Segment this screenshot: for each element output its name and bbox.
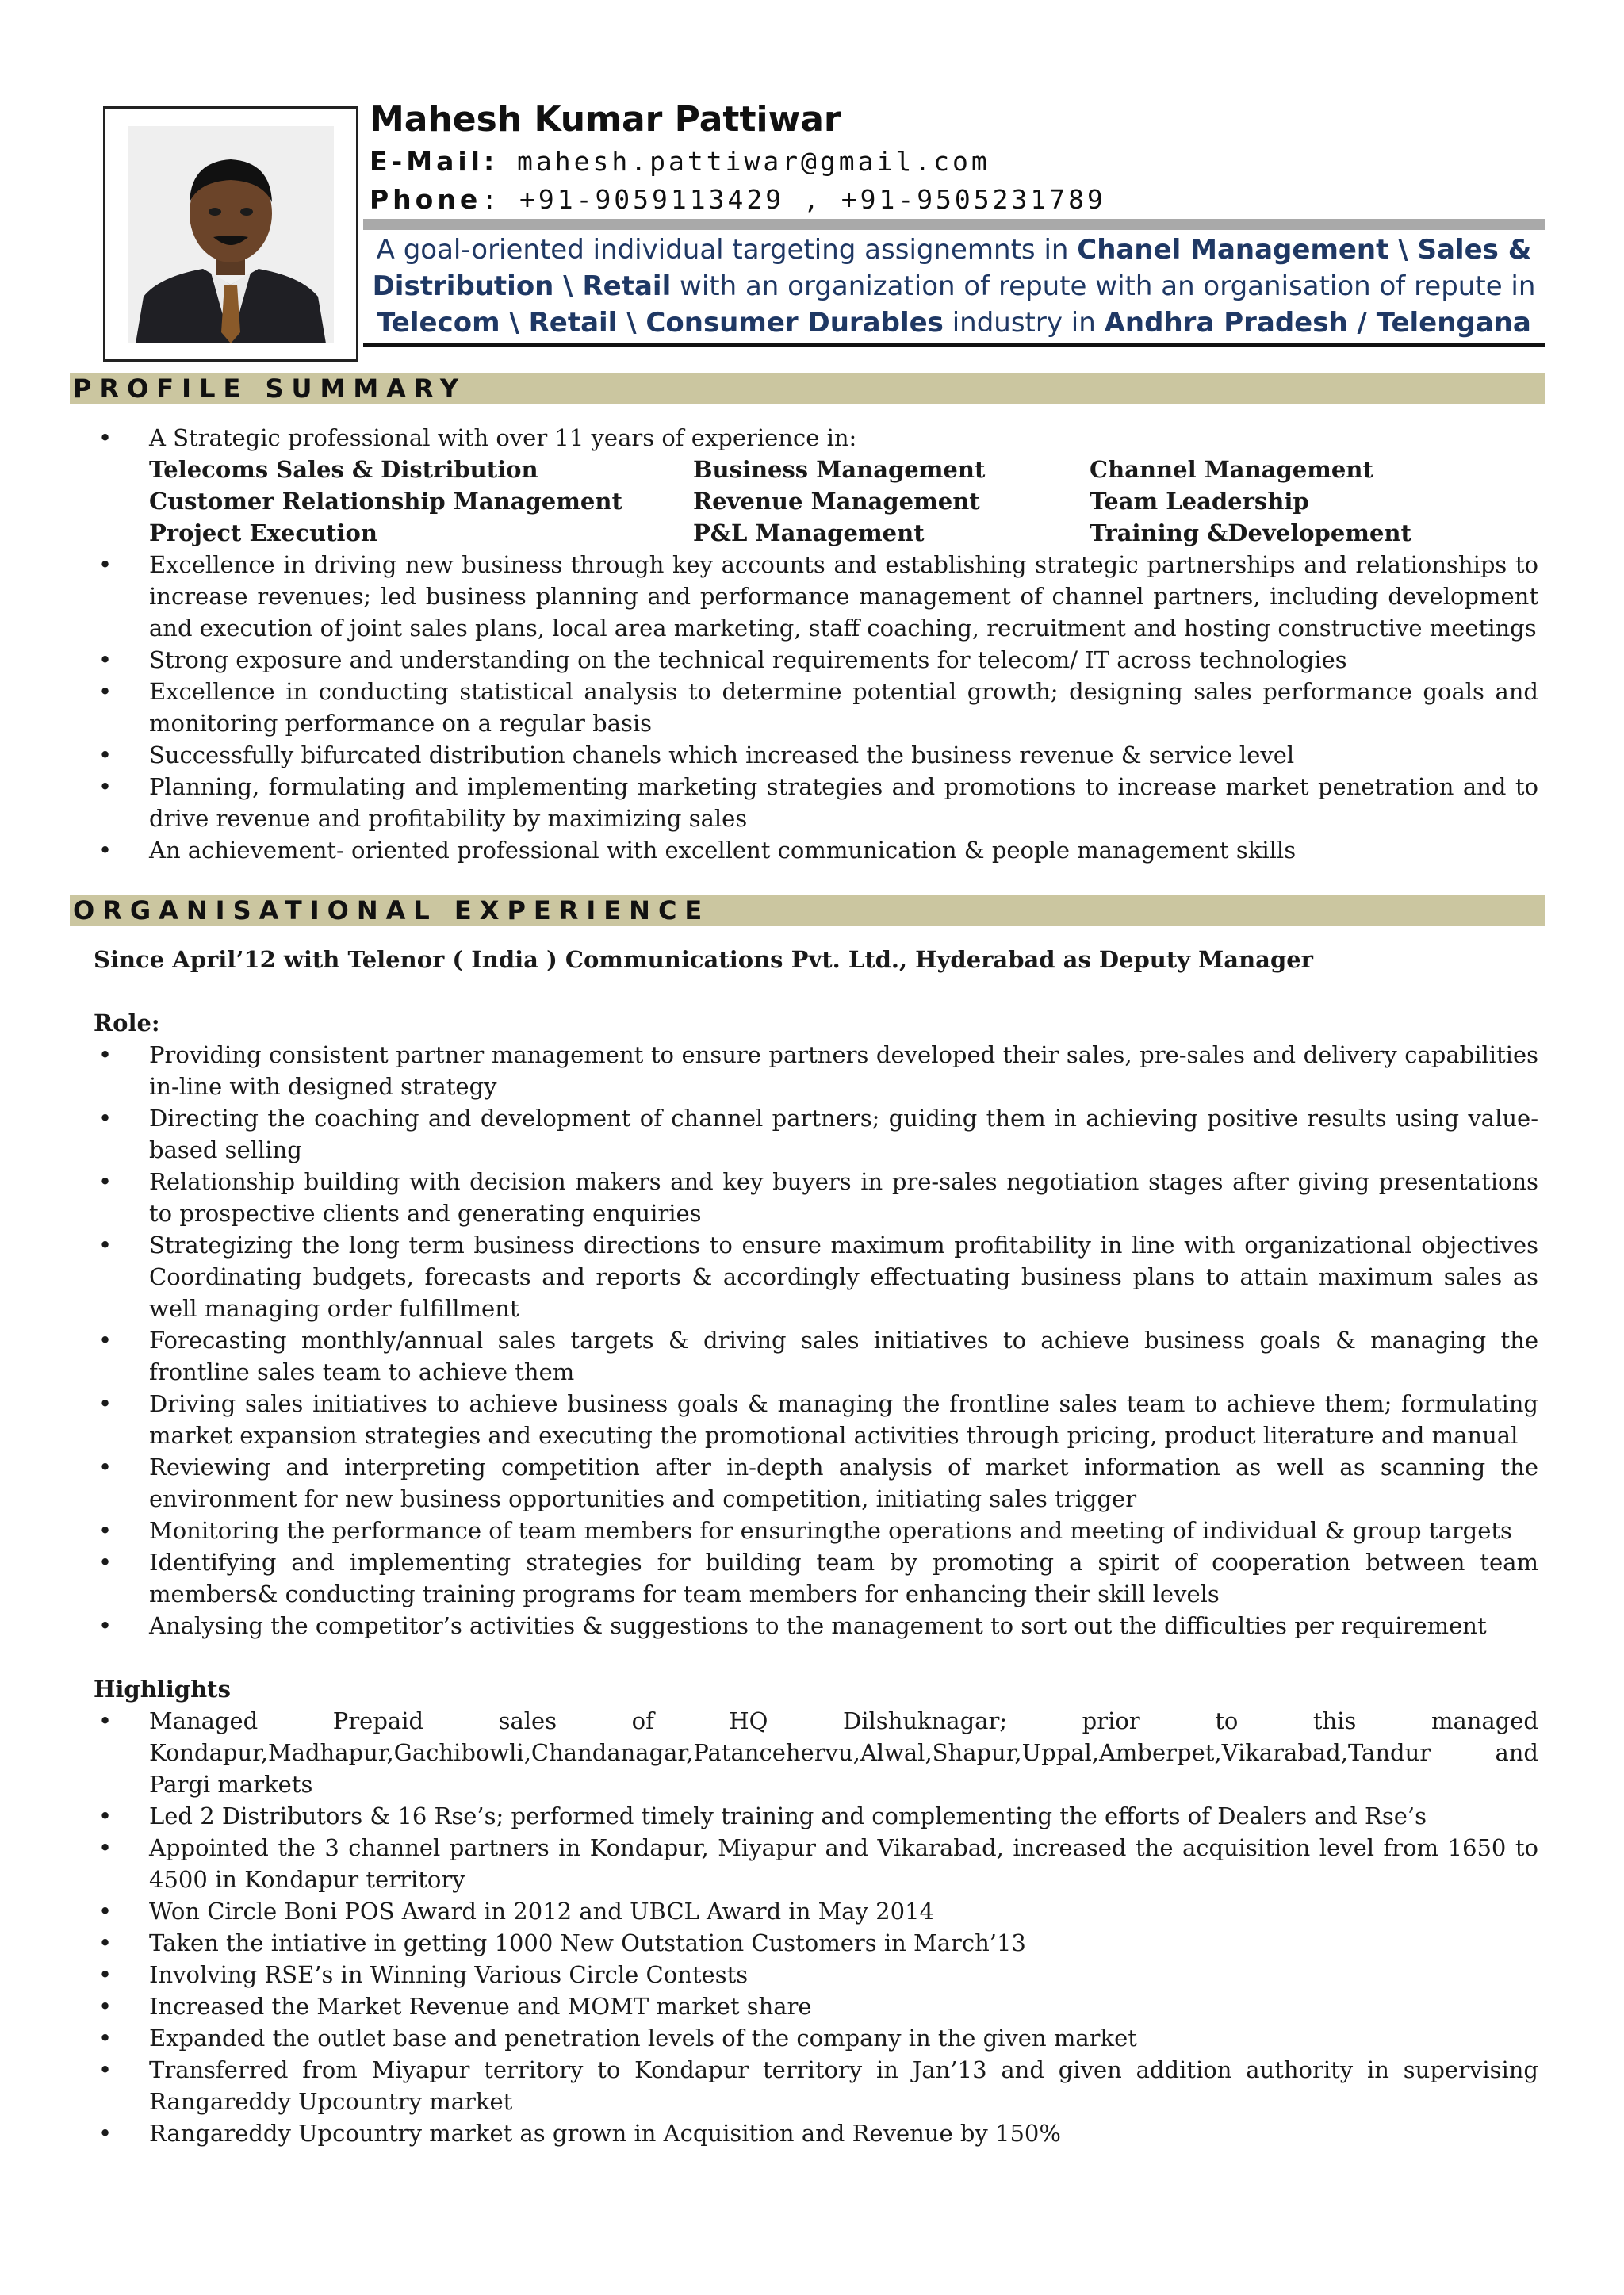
company-line: Since April’12 with Telenor ( India ) Communications Pvt. Ltd., Hyderabad as Deputy Manager (94, 946, 1313, 973)
list-item: • An achievement- oriented professional with excellent communication & people management skills (94, 834, 1538, 866)
list-item: • Expanded the outlet base and penetration levels of the company in the given market (94, 2022, 1538, 2054)
list-item: • Appointed the 3 channel partners in Kondapur, Miyapur and Vikarabad, increased the acquisition level from 1650 to 4500 in Kondapur territory (94, 1832, 1538, 1895)
list-item: • Forecasting monthly/annual sales targets & driving sales initiatives to achieve business goals & managing the frontline sales team to achieve them (94, 1324, 1538, 1388)
header-black-divider (363, 343, 1545, 347)
header (370, 97, 1543, 219)
list-item: • Successfully bifurcated distribution chanels which increased the business revenue & service level (94, 739, 1538, 771)
skill-item: Customer Relationship Management (149, 488, 622, 515)
skill-item: Channel Management (1090, 456, 1373, 483)
role-list (94, 1039, 1538, 1642)
list-item: • Excellence in conducting statistical analysis to determine potential growth; designing sales performance goals and monitoring performance on a regular basis (94, 676, 1538, 739)
list-item: • Taken the intiative in getting 1000 New Outstation Customers in March’13 (94, 1927, 1538, 1959)
skill-item: P&L Management (693, 519, 925, 546)
skill-item: Telecoms Sales & Distribution (149, 456, 538, 483)
list-item: • Strong exposure and understanding on the technical requirements for telecom/ IT across technologies (94, 644, 1538, 676)
header-gray-divider (363, 219, 1545, 230)
list-item: • Rangareddy Upcountry market as grown in Acquisition and Revenue by 150% (94, 2117, 1538, 2149)
person-photo-icon (128, 126, 334, 343)
profile-photo-frame (103, 106, 358, 362)
list-item: • Reviewing and interpreting competition after in-depth analysis of market information as well as scanning the environment for new business opportunities and competition, initiating sales trigger (94, 1451, 1538, 1515)
email-address[interactable]: mahesh.pattiwar@gmail.com (517, 146, 990, 177)
list-item: • Involving RSE’s in Winning Various Circle Contests (94, 1959, 1538, 1990)
skill-item: Training &Developement (1090, 519, 1411, 546)
career-objective: A goal-oriented individual targeting assignemnts in Chanel Management \ Sales & Distribution \ Retail with an organization of repute with an organisation of repute in Telecom \ Retail \ Consumer Durables industry in Andhra Pradesh / Telengana (372, 234, 1536, 339)
list-item: • Planning, formulating and implementing marketing strategies and promotions to increase market penetration and to drive revenue and profitability by maximizing sales (94, 771, 1538, 834)
list-item: • Identifying and implementing strategies for building team by promoting a spirit of cooperation between team members& conducting training programs for team members for enhancing their skill levels (94, 1546, 1538, 1610)
list-item: • Monitoring the performance of team members for ensuringthe operations and meeting of individual & group targets (94, 1515, 1538, 1546)
email-line (370, 143, 1543, 181)
list-item (94, 422, 1538, 549)
list-item: • Directing the coaching and development of channel partners; guiding them in achieving positive results using value-based selling (94, 1102, 1538, 1166)
highlights-list (94, 1705, 1538, 2149)
list-item: • Excellence in driving new business through key accounts and establishing strategic partnerships and relationships to increase revenues; led business planning and performance management of channel partners, including development and execution of joint sales plans, local area marketing, staff coaching, recruitment and hosting constructive meetings (94, 549, 1538, 644)
phone-label: Phone (370, 184, 482, 215)
profile-summary-section (94, 422, 1538, 866)
list-item: • Won Circle Boni POS Award in 2012 and UBCL Award in May 2014 (94, 1895, 1538, 1927)
phone-numbers[interactable]: : +91-9059113429 , +91-9505231789 (481, 184, 1106, 215)
list-item: • Managed Prepaid sales of HQ Dilshuknagar; prior to this managed Kondapur,Madhapur,Gachibowli,Chandanagar,Patancehervu,Alwal,Shapur,Uppal,Amberpet,Vikarabad,Tandur and Pargi markets (94, 1705, 1538, 1800)
role-label: Role: (94, 1010, 160, 1036)
skills-grid (149, 454, 1538, 549)
list-item: • Providing consistent partner management to ensure partners developed their sales, pre-sales and delivery capabilities in-line with designed strategy (94, 1039, 1538, 1102)
phone-line (370, 181, 1543, 219)
experience-heading: ORGANISATIONAL EXPERIENCE (70, 895, 1545, 926)
experience-section (94, 944, 1538, 2149)
skill-item: Team Leadership (1090, 488, 1309, 515)
email-label: E-Mail: (370, 146, 499, 177)
profile-summary-heading: PROFILE SUMMARY (70, 373, 1545, 404)
list-item: • Transferred from Miyapur territory to Kondapur territory in Jan’13 and given addition authority in supervising Rangareddy Upcountry market (94, 2054, 1538, 2117)
list-item: • Increased the Market Revenue and MOMT market share (94, 1990, 1538, 2022)
list-item: • Relationship building with decision makers and key buyers in pre-sales negotiation stages after giving presentations to prospective clients and generating enquiries (94, 1166, 1538, 1229)
list-item: • Analysing the competitor’s activities & suggestions to the management to sort out the difficulties per requirement (94, 1610, 1538, 1642)
skill-item: Revenue Management (693, 488, 980, 515)
profile-photo (128, 126, 334, 343)
candidate-name: Mahesh Kumar Pattiwar (370, 99, 841, 140)
skill-item: Business Management (693, 456, 986, 483)
profile-intro: A Strategic professional with over 11 years of experience in: (149, 424, 857, 451)
list-item: • Strategizing the long term business directions to ensure maximum profitability in line with organizational objectives Coordinating budgets, forecasts and reports & accordingly effectuating business plans to attain maximum sales as well managing order fulfillment (94, 1229, 1538, 1324)
list-item: • Driving sales initiatives to achieve business goals & managing the frontline sales team to achieve them; formulating market expansion strategies and executing the promotional activities through pricing, product literature and manual (94, 1388, 1538, 1451)
skill-item: Project Execution (149, 519, 377, 546)
highlights-label: Highlights (94, 1676, 231, 1703)
list-item: • Led 2 Distributors & 16 Rse’s; performed timely training and complementing the efforts of Dealers and Rse’s (94, 1800, 1538, 1832)
